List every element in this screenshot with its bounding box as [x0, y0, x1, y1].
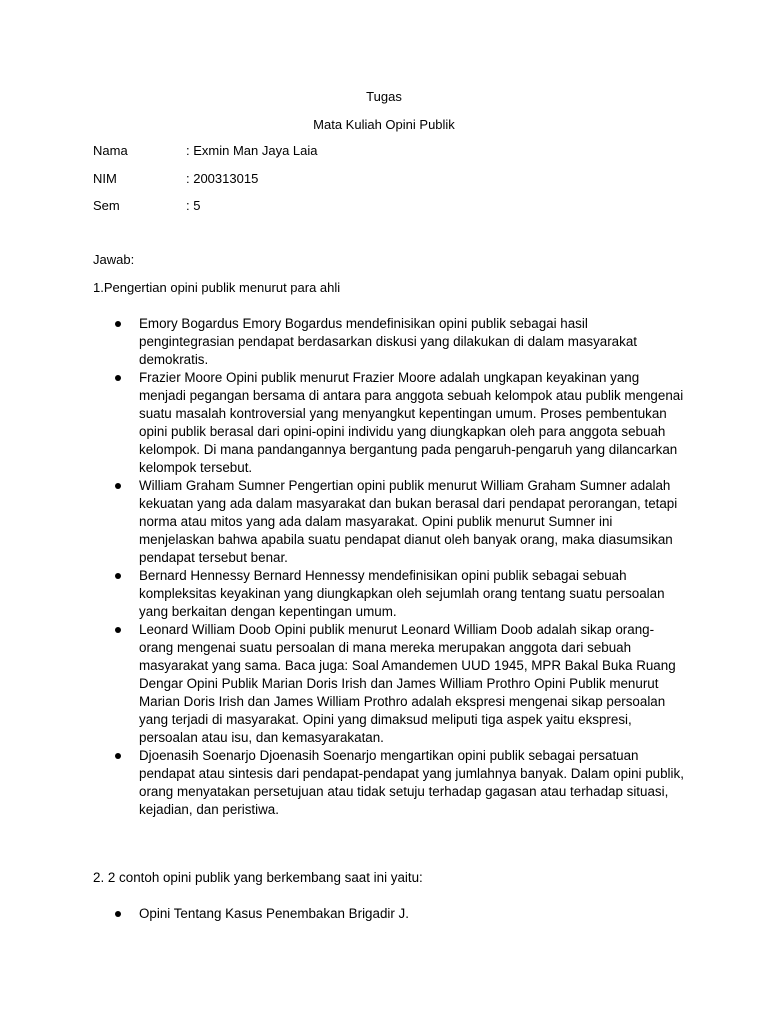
sem-value: : 5 — [186, 198, 201, 213]
list-item — [114, 369, 684, 477]
list-item-text: Emory Bogardus Emory Bogardus mendefinisikan opini publik sebagai hasil pengintegrasian pendapat berdasarkan diskusi yang dilakukan di dalam masyarakat demokratis. — [139, 316, 637, 367]
bullet-icon — [115, 483, 121, 489]
list-item — [114, 621, 684, 747]
list-item — [114, 747, 684, 819]
answer-label: Jawab: — [93, 252, 135, 267]
document-title: Tugas — [366, 89, 402, 104]
name-label: Nama — [93, 143, 128, 158]
bullet-icon — [115, 375, 121, 381]
nim-label: NIM — [93, 171, 117, 186]
bullet-icon — [115, 573, 121, 579]
document-subtitle: Mata Kuliah Opini Publik — [313, 117, 455, 132]
examples-list — [114, 905, 684, 923]
nim-value: : 200313015 — [186, 171, 259, 186]
bullet-icon — [115, 753, 121, 759]
bullet-icon — [115, 321, 121, 327]
list-item — [114, 315, 684, 369]
sem-label: Sem — [93, 198, 120, 213]
list-item — [114, 477, 684, 567]
section1-heading: 1.Pengertian opini publik menurut para ahli — [93, 280, 341, 295]
list-item — [114, 567, 684, 621]
bullet-icon — [115, 911, 121, 917]
name-value: : Exmin Man Jaya Laia — [186, 143, 318, 158]
definitions-list — [114, 315, 684, 819]
list-item-text: Djoenasih Soenarjo Djoenasih Soenarjo mengartikan opini publik sebagai persatuan pendapat atau sintesis dari pendapat-pendapat yang jumlahnya banyak. Dalam opini publik, orang menyatakan persetujuan atau tidak setuju terhadap gagasan atau terhadap situasi, kejadian, dan peristiwa. — [139, 748, 684, 817]
list-item-text: Frazier Moore Opini publik menurut Frazier Moore adalah ungkapan keyakinan yang menjadi pegangan bersama di antara para anggota sebuah kelompok atau publik mengenai suatu masalah kontroversial yang menyangkut kepentingan umum. Proses pembentukan opini publik berasal dari opini-opini individu yang diungkapkan oleh para anggota sebuah kelompok. Di mana pandangannya bergantung pada pengaruh-pengaruh yang dilancarkan kelompok tersebut. — [139, 370, 684, 475]
bullet-icon — [115, 627, 121, 633]
section2-heading: 2. 2 contoh opini publik yang berkembang saat ini yaitu: — [93, 870, 423, 885]
list-item-text: Bernard Hennessy Bernard Hennessy mendefinisikan opini publik sebagai sebuah kompleksitas keyakinan yang diungkapkan oleh sejumlah orang tentang suatu persoalan yang berkaitan dengan kepentingan umum. — [139, 568, 665, 619]
list-item-text: Leonard William Doob Opini publik menurut Leonard William Doob adalah sikap orang-orang mengenai suatu persoalan di mana mereka merupakan anggota dari sebuah masyarakat yang sama. Baca juga: Soal Amandemen UUD 1945, MPR Bakal Buka Ruang Dengar Opini Publik Marian Doris Irish dan James William Prothro Opini Publik menurut Marian Doris Irish dan James William Prothro adalah ekspresi mengenai sikap persoalan yang terjadi di masyarakat. Opini yang dimaksud meliputi tiga aspek yaitu ekspresi, persoalan atau isu, dan kemasyarakatan. — [139, 622, 676, 745]
list-item-text: William Graham Sumner Pengertian opini publik menurut William Graham Sumner adalah kekuatan yang ada dalam masyarakat dan bukan berasal dari pendapat perorangan, tetapi norma atau mitos yang ada dalam masyarakat. Opini publik menurut Sumner ini menjelaskan bahwa apabila suatu pendapat dianut oleh banyak orang, maka diasumsikan pendapat tersebut benar. — [139, 478, 678, 565]
list-item-text: Opini Tentang Kasus Penembakan Brigadir J. — [139, 906, 409, 921]
list-item — [114, 905, 684, 923]
